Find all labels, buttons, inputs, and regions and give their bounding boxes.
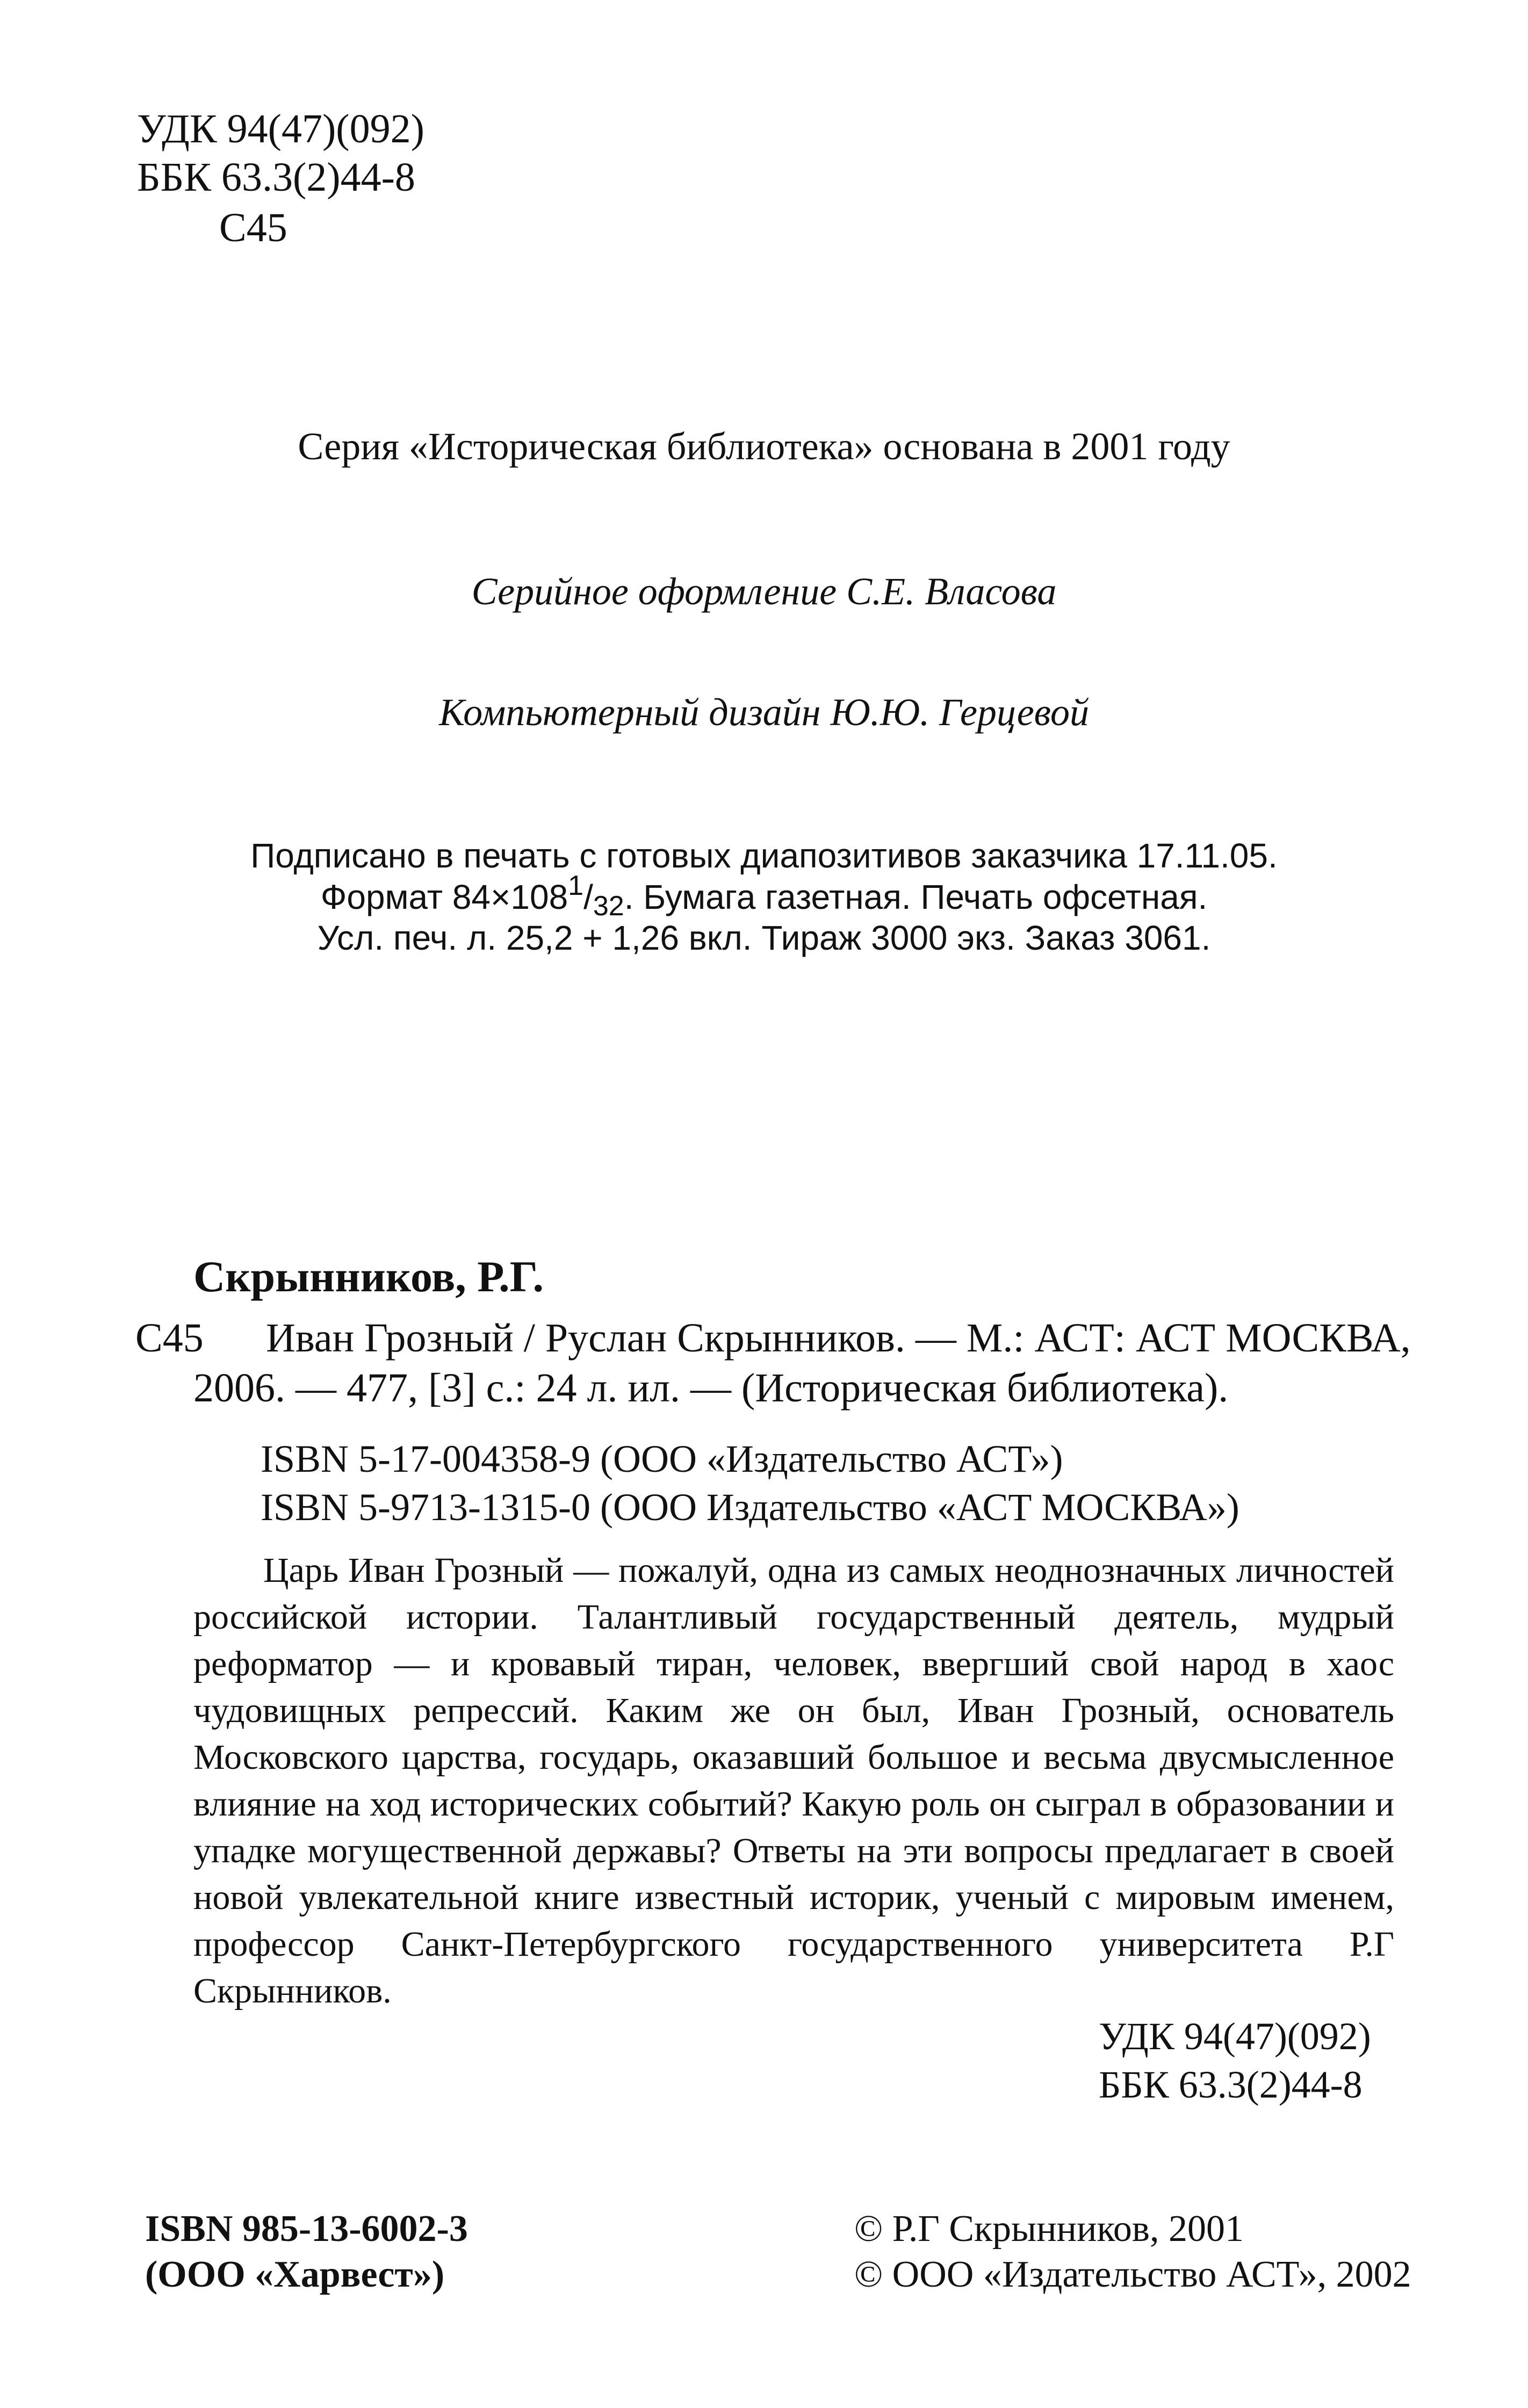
isbn-ast-moskva: ISBN 5-9713-1315-0 (ООО Издательство «АСТ МОСКВА»)	[261, 1486, 1239, 1529]
bibliographic-line-2: 2006. — 477, [3] с.: 24 л. ил. — (Историческая библиотека).	[193, 1365, 1229, 1411]
computer-design-credit: Компьютерный дизайн Ю.Ю. Герцевой	[439, 691, 1089, 734]
main-isbn: ISBN 985-13-6002-3	[145, 2208, 468, 2250]
format-denominator: 32	[593, 891, 624, 922]
bibliographic-code: С45	[135, 1315, 204, 1361]
top-author-code: С45	[219, 205, 287, 250]
top-udk-code: УДК 94(47)(092)	[137, 106, 424, 151]
format-numerator: 1	[568, 870, 584, 901]
copyright-author: © Р.Г Скрынников, 2001	[854, 2208, 1244, 2250]
series-design-credit: Серийное оформление С.Е. Власова	[471, 570, 1057, 613]
format-suffix: . Бумага газетная. Печать офсетная.	[624, 878, 1208, 916]
format-slash: /	[583, 878, 593, 916]
bibliographic-author: Скрынников, Р.Г.	[193, 1252, 544, 1301]
print-info-line-3: Усл. печ. л. 25,2 + 1,26 вкл. Тираж 3000 экз. Заказ 3061.	[317, 919, 1211, 957]
top-bbk-code: ББК 63.3(2)44-8	[137, 155, 415, 200]
copyright-publisher: © ООО «Издательство АСТ», 2002	[854, 2254, 1411, 2295]
isbn-ast: ISBN 5-17-004358-9 (ООО «Издательство АСТ»)	[261, 1437, 1063, 1480]
bibliographic-line-1: Иван Грозный / Руслан Скрынников. — М.: АСТ: АСТ МОСКВА,	[266, 1315, 1411, 1361]
book-annotation: Царь Иван Грозный — пожалуй, одна из самых неоднозначных личностей российской истории. Талантливый государственный деятель, мудрый реформатор — и кровавый тиран, человек, ввергший свой народ в хаос чудовищных репрессий. Каким же он был, Иван Грозный, основатель Московского царства, государь, оказавший большое и весьма двусмысленное влияние на ход исторических событий? Какую роль он сыграл в образовании и упадке могущественной державы? Ответы на эти вопросы предлагает в своей новой увлекательной книге известный историк, ученый с мировым именем, профессор Санкт-Петербургского государственного университета Р.Г Скрынников.	[193, 1551, 1394, 2011]
print-info-line-1: Подписано в печать с готовых диапозитивов заказчика 17.11.05.	[250, 836, 1278, 875]
print-info-line-2	[0, 870, 1528, 922]
format-prefix: Формат 84×108	[320, 878, 568, 916]
main-publisher: (ООО «Харвест»)	[145, 2254, 445, 2295]
series-line: Серия «Историческая библиотека» основана в 2001 году	[298, 425, 1230, 468]
bottom-udk-code: УДК 94(47)(092)	[1099, 2015, 1371, 2058]
bottom-bbk-code: ББК 63.3(2)44-8	[1099, 2063, 1363, 2106]
